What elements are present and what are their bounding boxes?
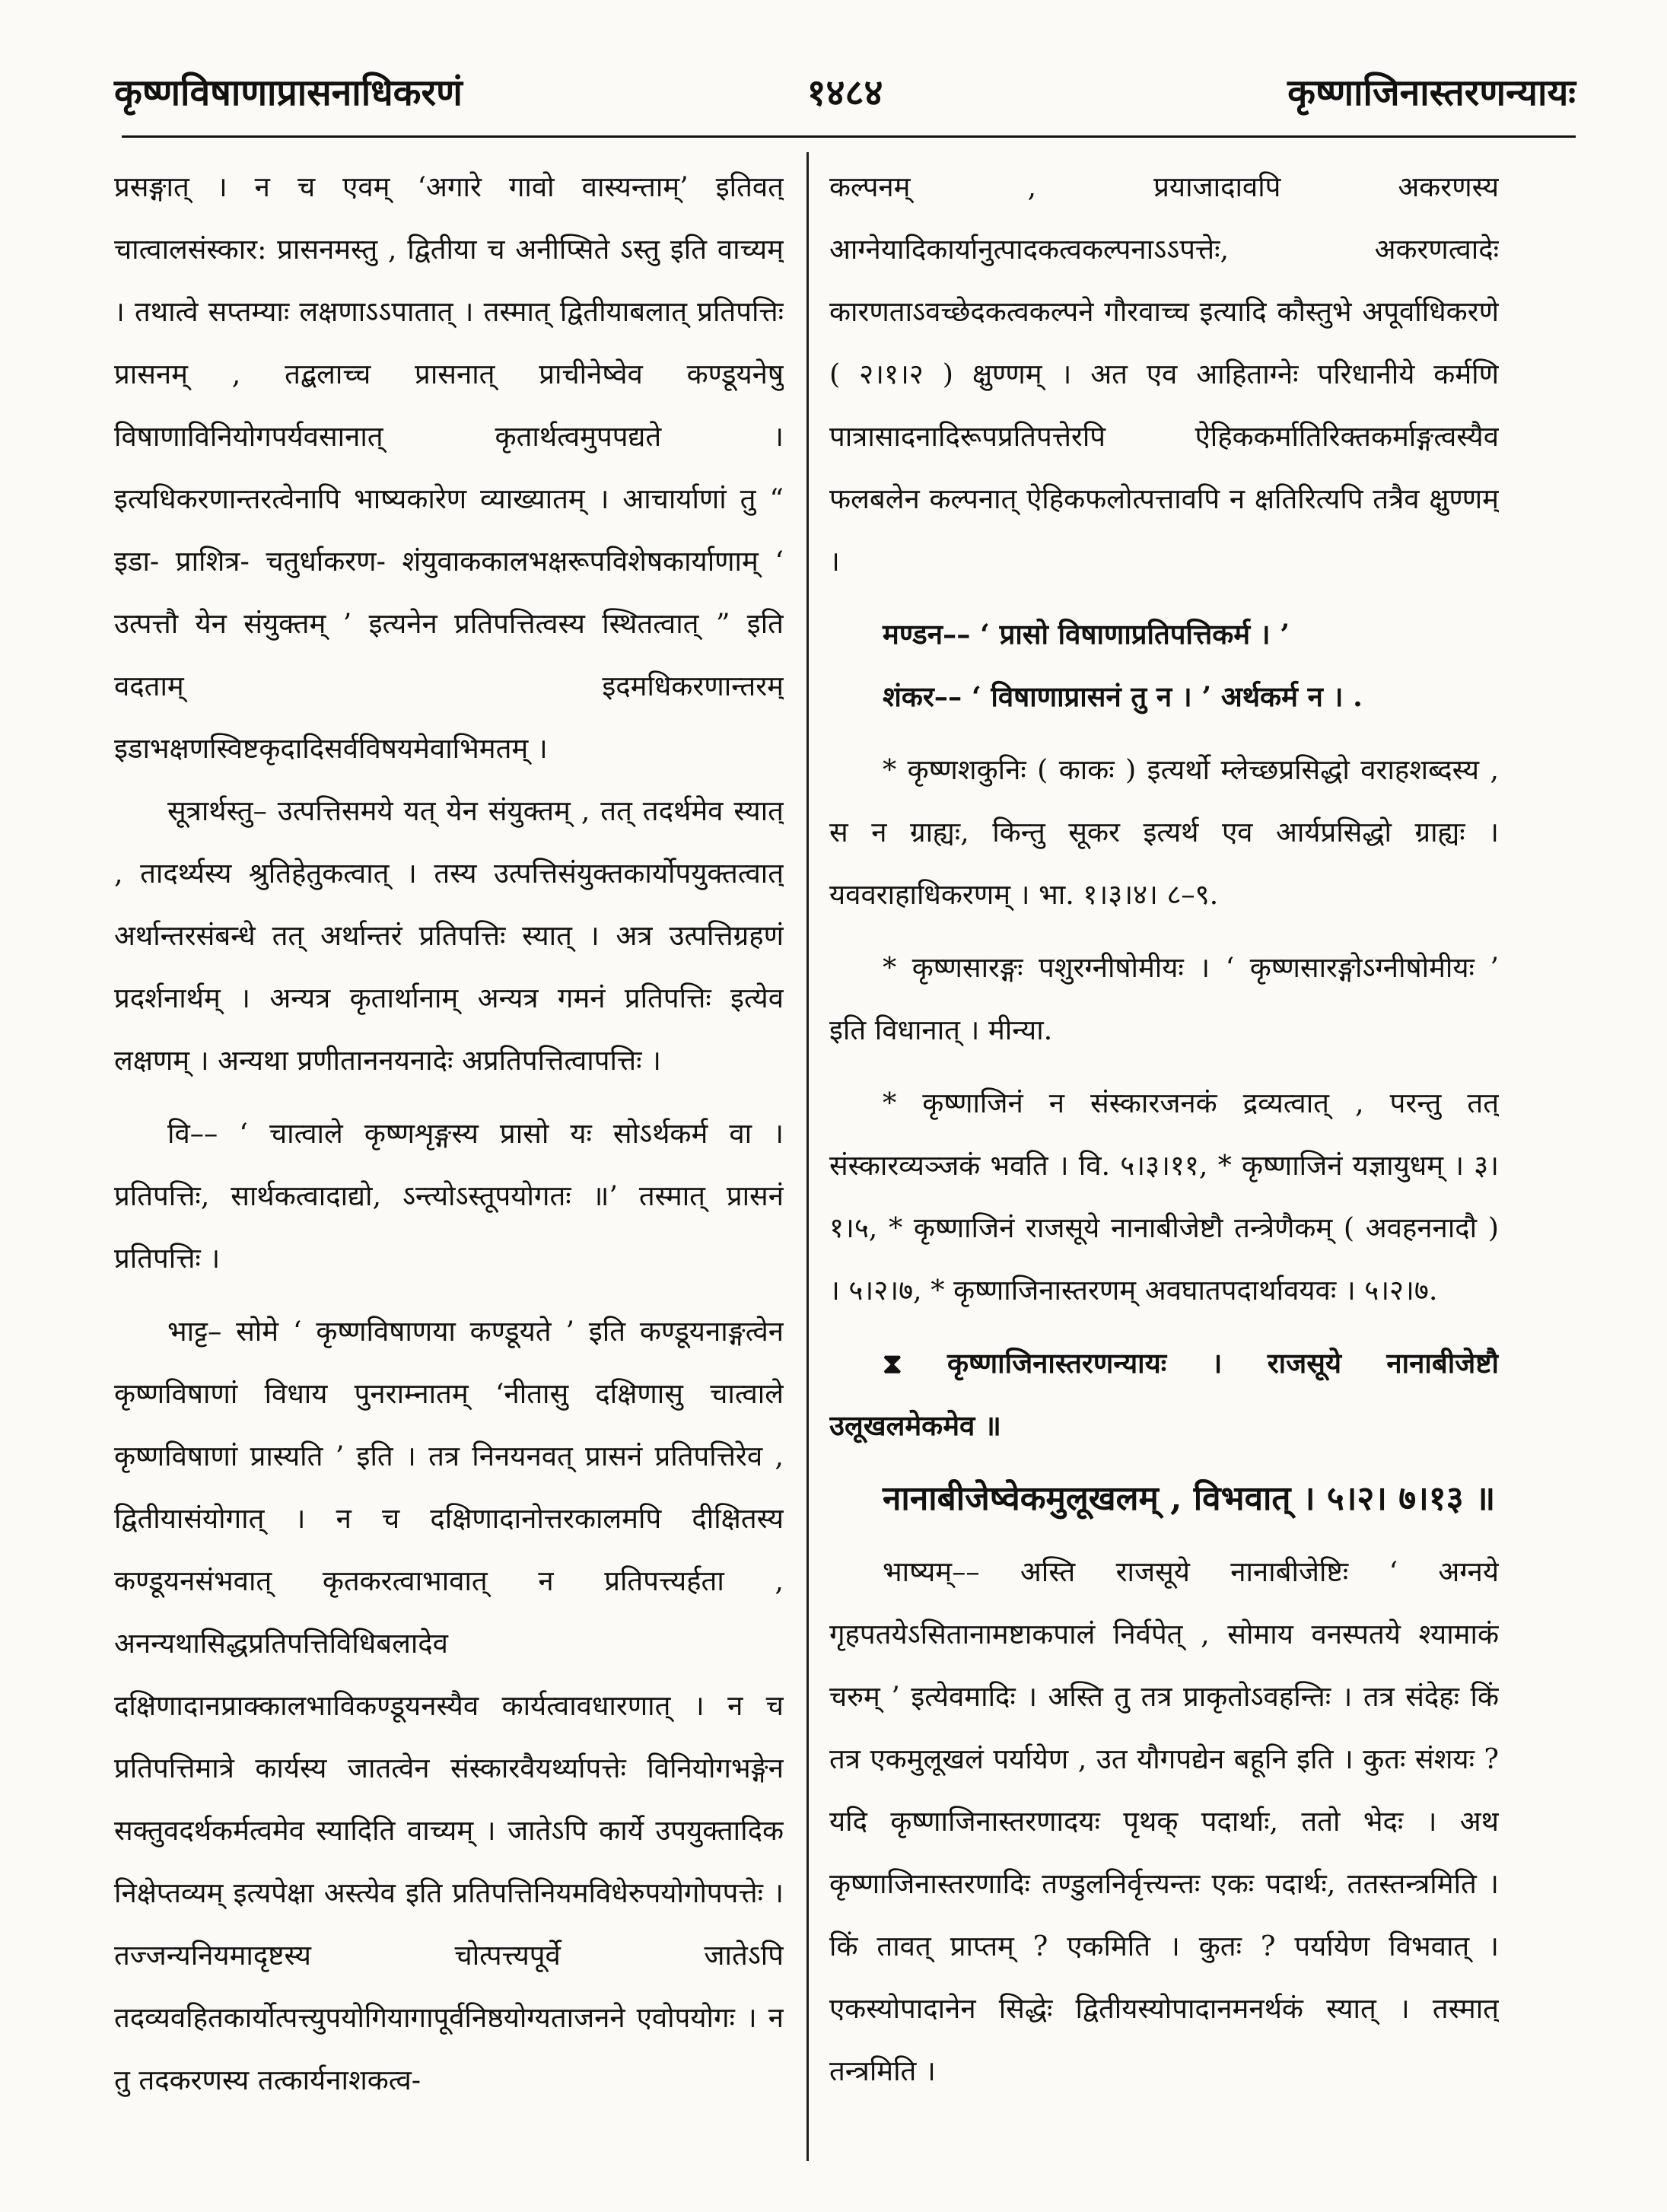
running-title-right: कृष्णाजिनास्तरणन्यायः	[1287, 72, 1576, 114]
running-title-left: कृष्णविषाणाप्रासनाधिकरणं	[114, 72, 463, 114]
right-para-shankara: शंकर–– ‘ विषाणाप्रासनं तु न । ’ अर्थकर्म न । .	[883, 680, 1363, 713]
column-divider	[806, 152, 809, 2161]
page-header	[114, 67, 1576, 128]
right-para-krishnajina: * कृष्णाजिनं न संस्कारजनकं द्रव्यत्वात् , परन्तु तत् संस्कारव्यञ्जकं भवति । वि. ५।३।११, * कृष्णाजिनं यज्ञायुधम् । ३।१।५, * कृष्णाजिनं राजसूये नानाबीजेष्टौ तन्त्रेणैकम् ( अवहननादौ ) । ५।२।७, * कृष्णाजिनास्तरणम् अवघातपदार्थावयवः । ५।२।७.	[829, 1087, 1499, 1307]
right-para-krishnasaranga: * कृष्णसारङ्गः पशुरग्नीषोमीयः । ‘ कृष्णसारङ्गोऽग्नीषोमीयः ’ इति विधानात् । मीन्या.	[829, 951, 1499, 1046]
right-para-nyaya-heading: ⧗ कृष्णाजिनास्तरणन्यायः । राजसूये नानाबीजेष्टौ उलूखलमेकमेव ॥	[829, 1347, 1499, 1442]
right-para-krishnashakuni: * कृष्णशकुनिः ( काकः ) इत्यर्थो म्लेच्छप्रसिद्धो वराहशब्दस्य , स न ग्राह्यः, किन्तु सूकर इत्यर्थ एव आर्यप्रसिद्धो ग्राह्यः । यववराहाधिकरणम् । भा. १।३।४। ८–९.	[829, 753, 1499, 911]
header-rule	[122, 135, 1576, 138]
right-para-1: कल्पनम् , प्रयाजादावपि अकरणस्य आग्नेयादिकार्यानुत्पादकत्वकल्पनाऽऽपत्तेः, अकरणत्वादेः कारणताऽवच्छेदकत्वकल्पने गौरवाच्च इत्यादि कौस्तुभे अपूर्वाधिकरणे ( २।१।२ ) क्षुण्णम् । अत एव आहिताग्नेः परिधानीये कर्मणि पात्रासादनादिरूपप्रतिपत्तेरपि ऐहिककर्मातिरिक्तकर्माङ्गत्वस्यैव फलबलेन कल्पनात् ऐहिकफलोत्पत्तावपि न क्षतिरित्यपि तत्रैव क्षुण्णम् ।	[829, 170, 1499, 578]
right-column	[829, 156, 1499, 2180]
right-para-mandana: मण्डन–– ‘ प्रासो विषाणाप्रतिपत्तिकर्म । ’	[883, 618, 1290, 651]
page-number: १४८४	[806, 72, 883, 114]
left-column	[114, 156, 784, 2180]
right-para-sutra: नानाबीजेष्वेकमुलूखलम् , विभवात् । ५।२। ७।१३ ॥	[883, 1479, 1496, 1518]
left-para-2: सूत्रार्थस्तु– उत्पत्तिसमये यत् येन संयुक्तम् , तत् तदर्थमेव स्यात् , तादर्थ्यस्य श्रुतिहेतुकत्वात् । तस्य उत्पत्तिसंयुक्तकार्योपयुक्तत्वात् अर्थान्तरसंबन्धे तत् अर्थान्तरं प्रतिपत्तिः स्यात् । अत्र उत्पत्तिग्रहणं प्रदर्शनार्थम् । अन्यत्र कृतार्थानाम् अन्यत्र गमनं प्रतिपत्तिः इत्येव लक्षणम् । अन्यथा प्रणीताननयनादेः अप्रतिपत्तित्वापत्तिः ।	[114, 794, 784, 1077]
left-para-4: भाट्ट– सोमे ‘ कृष्णविषाणया कण्डूयते ’ इति कण्डूयनाङ्गत्वेन कृष्णविषाणां विधाय पुनराम्नातम् ‘नीतासु दक्षिणासु चात्वाले कृष्णविषाणां प्रास्यति ’ इति । तत्र निनयनवत् प्रासनं प्रतिपत्तिरेव , द्वितीयासंयोगात् । न च दक्षिणादानोत्तरकालमपि दीक्षितस्य कण्डूयनसंभवात् कृतकरत्वाभावात् न प्रतिपत्त्यर्हता , अनन्यथासिद्धप्रतिपत्तिविधिबलादेव दक्षिणादानप्राक्कालभाविकण्डूयनस्यैव कार्यत्वावधारणात् । न च प्रतिपत्तिमात्रे कार्यस्य जातत्वेन संस्कारवैयर्थ्यापत्तेः विनियोगभङ्गेन सक्तुवदर्थकर्मत्वमेव स्यादिति वाच्यम् । जातेऽपि कार्ये उपयुक्तादिक निक्षेप्तव्यम् इत्यपेक्षा अस्त्येव इति प्रतिपत्तिनियमविधेरुपयोगोपपत्तेः । तज्जन्यनियमादृष्टस्य चोत्पत्त्यपूर्वे जातेऽपि तदव्यवहितकार्योत्पत्त्युपयोगियागापूर्वनिष्ठयोग्यताजनने एवोपयोगः । न तु तदकरणस्य तत्कार्यनाशकत्व-	[114, 1315, 784, 2096]
right-para-bhashya: भाष्यम्–– अस्ति राजसूये नानाबीजेष्टिः ‘ अग्नये गृहपतयेऽसितानामष्टाकपालं निर्वपेत् , सोमाय वनस्पतये श्यामाकं चरुम् ’ इत्येवमादिः । अस्ति तु तत्र प्राकृतोऽवहन्तिः । तत्र संदेहः किं तत्र एकमुलूखलं पर्यायेण , उत यौगपद्येन बहूनि इति । कुतः संशयः ? यदि कृष्णाजिनास्तरणादयः पृथक् पदार्थाः, ततो भेदः । अथ कृष्णाजिनास्तरणादिः तण्डुलनिर्वृत्त्यन्तः एकः पदार्थः, ततस्तन्त्रमिति । किं तावत् प्राप्तम् ? एकमिति । कुतः ? पर्यायेण विभवात् । एकस्योपादानेन सिद्धेः द्वितीयस्योपादानमनर्थकं स्यात् । तस्मात् तन्त्रमिति ।	[829, 1555, 1499, 2087]
left-para-1: प्रसङ्गात् । न च एवम् ‘अगारे गावो वास्यन्ताम्’ इतिवत् चात्वालसंस्कार: प्रासनमस्तु , द्वितीया च अनीप्सिते ऽस्तु इति वाच्यम् । तथात्वे सप्तम्याः लक्षणाऽऽपातात् । तस्मात् द्वितीयाबलात् प्रतिपत्तिः प्रासनम् , तद्बलाच्च प्रासनात् प्राचीनेष्वेव कण्डूयनेषु विषाणाविनियोगपर्यवसानात् कृतार्थत्वमुपपद्यते । इत्यधिकरणान्तरत्वेनापि भाष्यकारेण व्याख्यातम् । आचार्याणां तु “ इडा- प्राशित्र- चतुर्धाकरण- शंयुवाककालभक्षरूपविशेषकार्याणाम् ‘ उत्पत्तौ येन संयुक्तम् ’ इत्यनेन प्रतिपत्तित्वस्य स्थितत्वात् ” इति वदताम् इदमधिकरणान्तरम् इडाभक्षणस्विष्टकृदादिसर्वविषयमेवाभिमतम् ।	[114, 170, 784, 765]
left-para-3: वि–– ‘ चात्वाले कृष्णशृङ्गस्य प्रासो यः सोऽर्थकर्म वा । प्रतिपत्तिः, सार्थकत्वादाद्यो, ऽन्त्योऽस्तूपयोगतः ॥’ तस्मात् प्रासनं प्रतिपत्तिः ।	[114, 1117, 784, 1275]
